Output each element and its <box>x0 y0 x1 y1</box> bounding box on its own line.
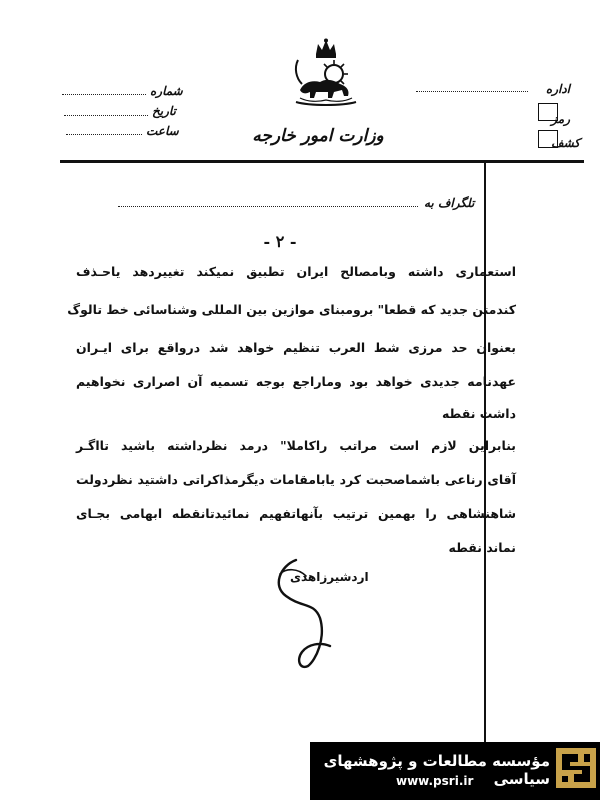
crown-icon <box>316 39 336 59</box>
body-line-9: نماند نقطه <box>448 540 516 555</box>
lion-and-sun-emblem-icon <box>290 38 362 108</box>
office-field <box>416 91 528 92</box>
body-line-6: بنابراین لازم است مراتب راکاملا" درمد نظرداشته باشید تااگـر <box>76 438 516 453</box>
decode-label: کشف <box>551 136 580 150</box>
ministry-title: وزارت امور خارجه <box>252 126 384 146</box>
decode-checkbox[interactable] <box>538 130 558 148</box>
number-label: شماره <box>150 84 183 98</box>
body-line-2: کندمتن جدید که قطعا" برومبنای موازین بین المللی وشناسائی خط تالوگ <box>67 302 516 317</box>
code-checkbox[interactable] <box>538 103 558 121</box>
number-field <box>62 94 146 95</box>
body-line-4: عهدنامه جدیدی خواهد بود وماراجع بوجه تسمیه آن اصراری نخواهیم <box>76 374 516 389</box>
institute-url: www.psri.ir <box>396 774 474 788</box>
body-line-5: داشت نقطه <box>441 406 516 421</box>
time-field <box>66 134 142 135</box>
office-label: اداره <box>545 82 570 96</box>
institute-name: مؤسسه مطالعات و پژوهشهای سیاسی <box>323 752 550 788</box>
body-line-7: آقای رناعی باشماصحبت کرد یابامقامات دیگرمذاکراتی داشتید نظردولت <box>76 472 516 487</box>
page-number: - ۲ - <box>263 232 297 251</box>
sword-icon <box>296 60 302 84</box>
body-line-3: بعنوان حد مرزی شط العرب تنظیم خواهد شد درواقع برای ایـران <box>76 340 516 355</box>
body-line-8: شاهنشاهی را بهمین ترتیب بآنهاتفهیم نمائیدتانقطه ابهامی بجـای <box>76 506 516 521</box>
header-divider <box>60 160 584 163</box>
code-label: رمز <box>551 112 570 126</box>
signatory-name: اردشیرزاهدی <box>290 570 369 584</box>
telegram-to-label: تلگراف به <box>424 196 475 210</box>
handwritten-signature <box>250 556 360 672</box>
body-line-1: استعماری داشته وبامصالح ایران تطبیق نمیکند تغییردهد یاحـذف <box>76 264 516 279</box>
institute-logo-icon <box>556 748 596 788</box>
telegram-to-field <box>118 206 418 207</box>
date-label: تاریخ <box>152 104 176 118</box>
time-label: ساعت <box>146 124 179 138</box>
lion-icon <box>300 80 349 98</box>
date-field <box>64 115 148 116</box>
